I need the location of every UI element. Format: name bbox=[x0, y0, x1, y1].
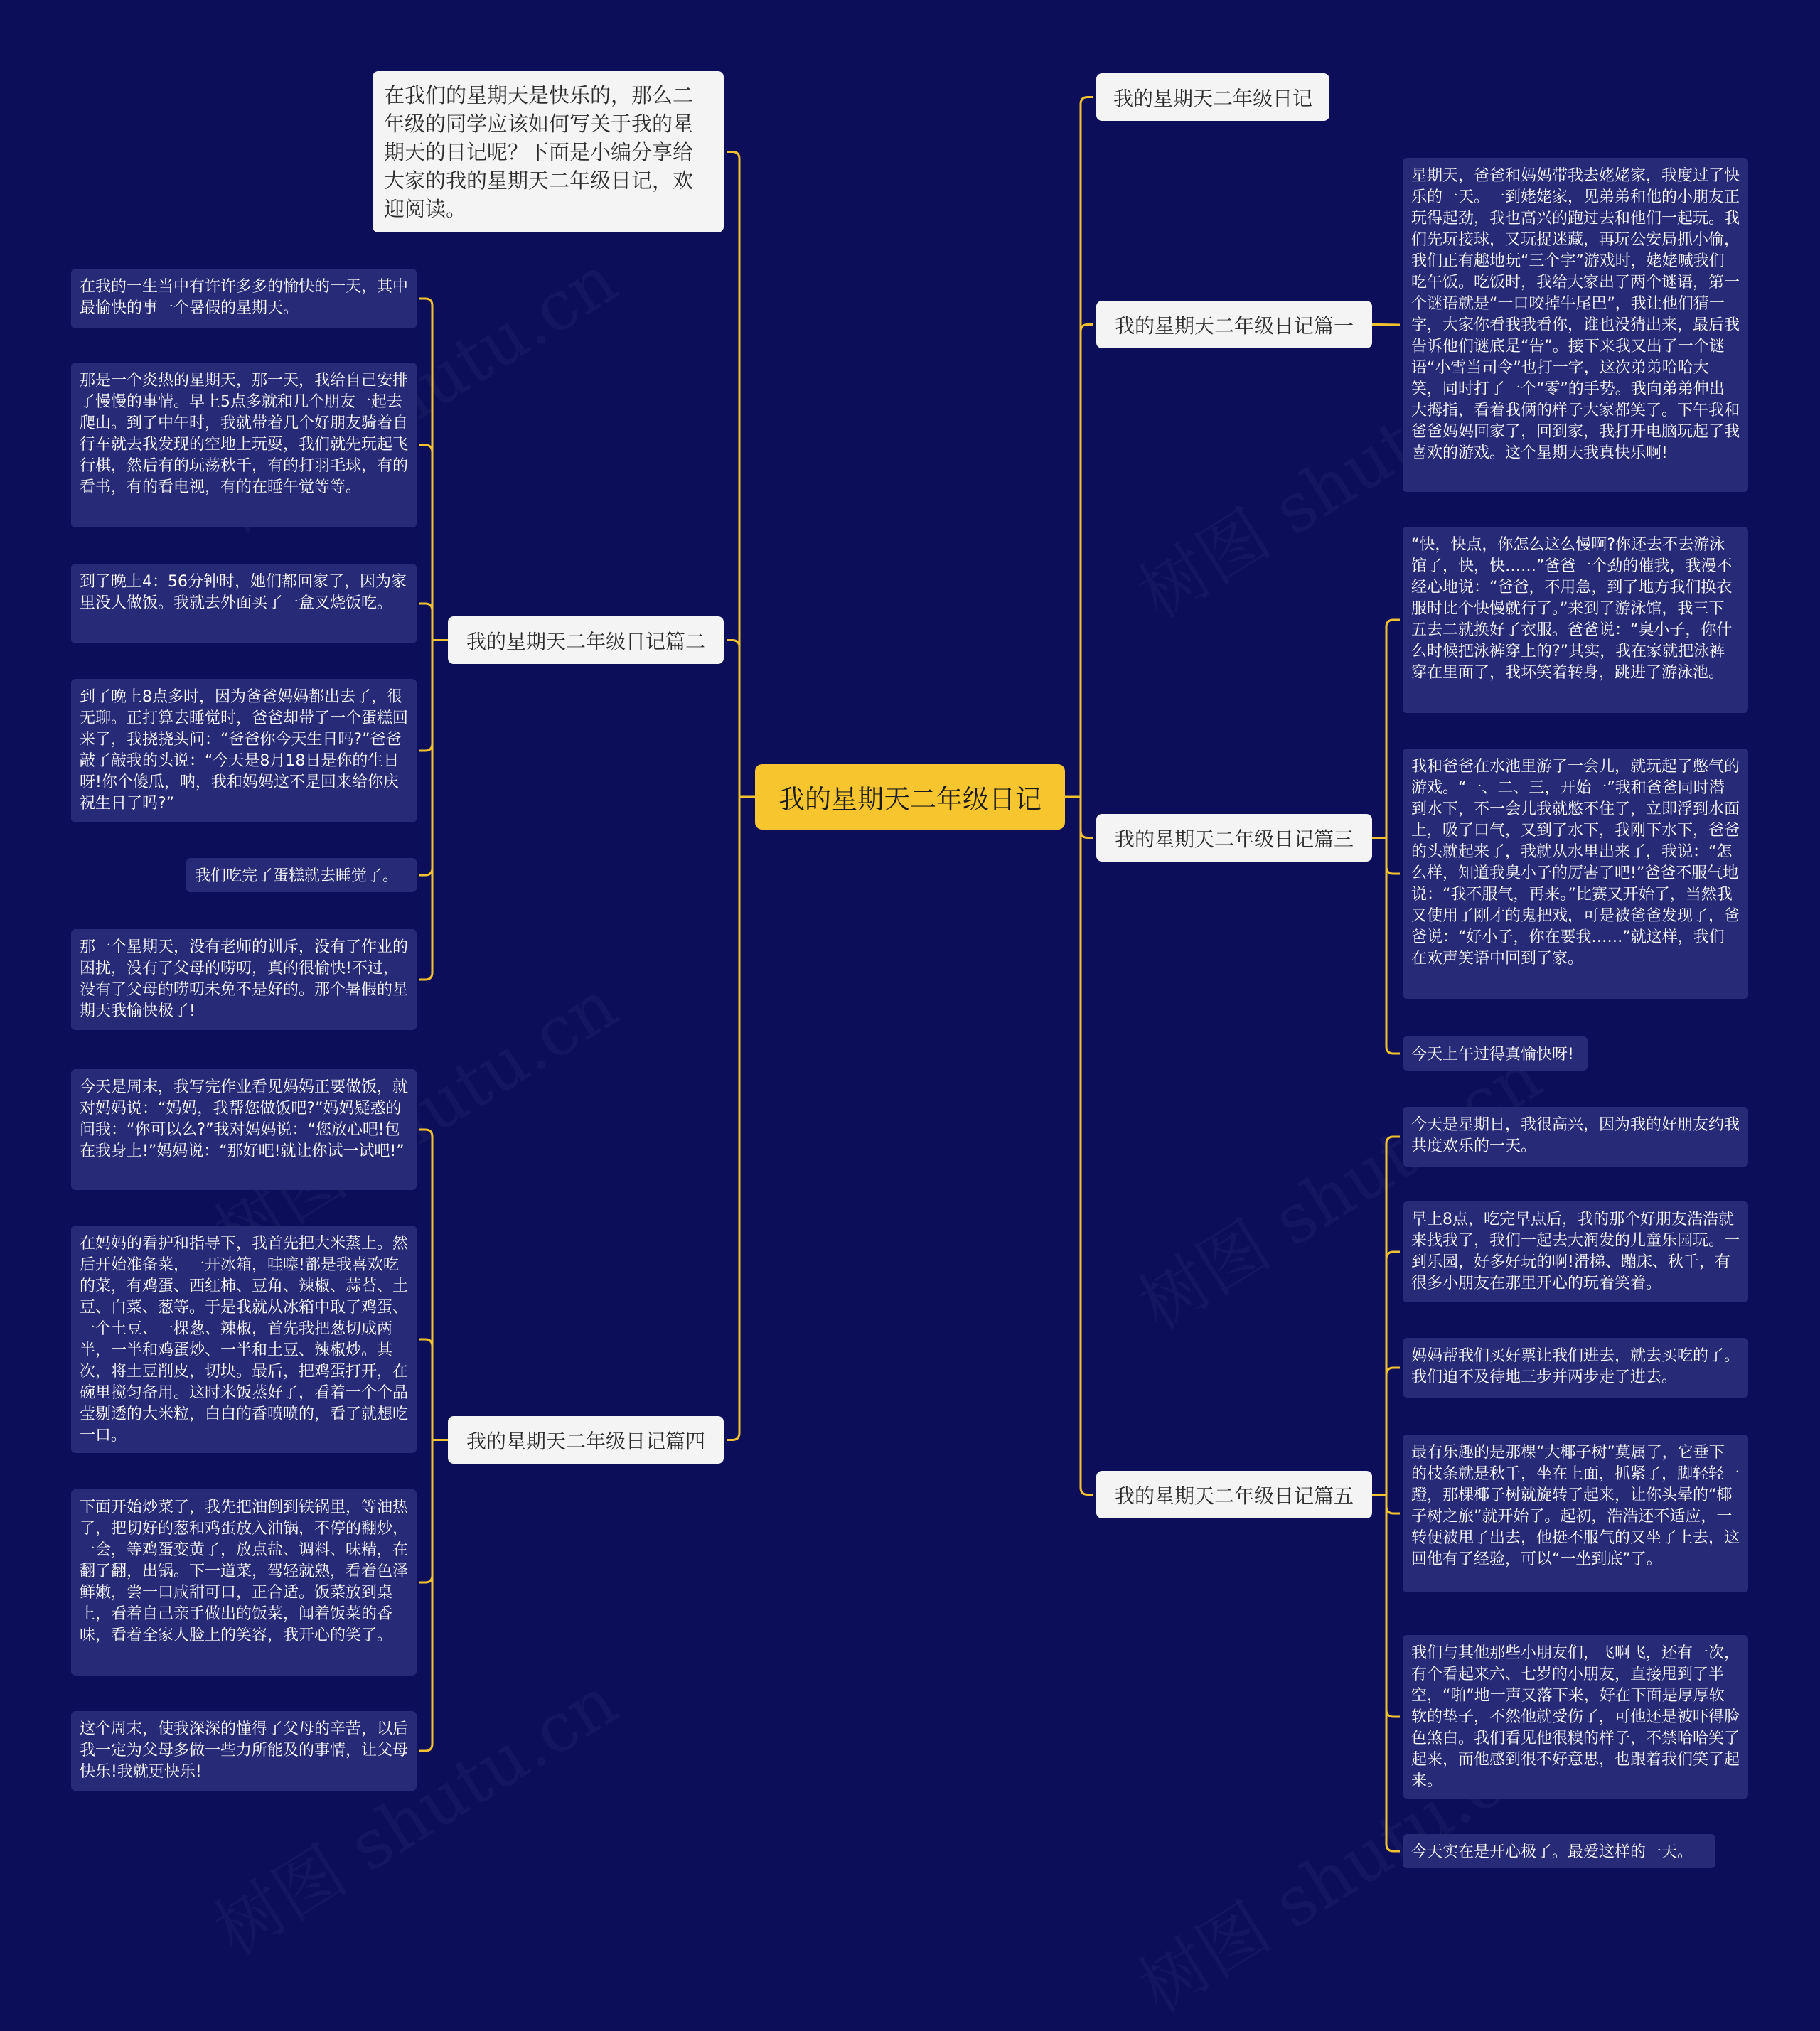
branch-diary-part-5[interactable]: 我的星期天二年级日记篇五 bbox=[1096, 1471, 1372, 1518]
branch-diary-part-3[interactable]: 我的星期天二年级日记篇三 bbox=[1096, 814, 1372, 862]
diary-paragraph: 今天上午过得真愉快呀! bbox=[1403, 1036, 1588, 1071]
diary-paragraph: 我们吃完了蛋糕就去睡觉了。 bbox=[186, 858, 417, 892]
branch-diary-part-2[interactable]: 我的星期天二年级日记篇二 bbox=[448, 616, 724, 664]
branch-diary-title[interactable]: 我的星期天二年级日记 bbox=[1096, 73, 1329, 121]
connector-path bbox=[727, 152, 755, 1440]
diary-paragraph: 我们与其他那些小朋友们，飞啊飞，还有一次，有个看起来六、七岁的小朋友，直接甩到了半空，“啪”地一声又落下来，好在下面是厚厚软软的垫子，不然他就受伤了，可他还是被吓得脸色煞白。我们看见他很糗的样子，不禁哈哈笑了起来，而他感到很不好意思，也跟着我们笑了起来。 bbox=[1403, 1635, 1748, 1799]
diary-paragraph: 在妈妈的看护和指导下，我首先把大米蒸上。然后开始准备菜，一开冰箱，哇噻!都是我喜欢吃的菜，有鸡蛋、西红柿、豆角、辣椒、蒜苔、土豆、白菜、葱等。于是我就从冰箱中取了鸡蛋、一个土豆、一棵葱、辣椒，首先我把葱切成两半，一半和鸡蛋炒、一半和土豆、辣椒炒。其次，将土豆削皮，切块。最后，把鸡蛋打开，在碗里搅匀备用。这时米饭蒸好了，看着一个个晶莹剔透的大米粒，白白的香喷喷的，看了就想吃一口。 bbox=[71, 1226, 417, 1453]
root-topic[interactable]: 我的星期天二年级日记 bbox=[755, 764, 1065, 830]
diary-paragraph: 这个周末，使我深深的懂得了父母的辛苦，以后我一定为父母多做一些力所能及的事情，让父母快乐!我就更快乐! bbox=[71, 1711, 417, 1791]
connector-path bbox=[1372, 1137, 1400, 1851]
diary-paragraph: 那一个星期天，没有老师的训斥，没有了作业的困扰，没有了父母的唠叨，真的很愉快!不过，没有了父母的唠叨未免不是好的。那个暑假的星期天我愉快极了! bbox=[71, 929, 417, 1030]
watermark bbox=[193, 1649, 632, 1973]
diary-paragraph: 最有乐趣的是那棵“大椰子树”莫属了，它垂下的枝条就是秋千，坐在上面，抓紧了，脚轻轻一蹬，那棵椰子树就旋转了起来，让你头晕的“椰子树之旅”就开始了。起初，浩浩还不适应，一转便被甩了出去，他挺不服气的又坐了上去，这回他有了经验，可以“一坐到底”了。 bbox=[1403, 1435, 1748, 1592]
diary-paragraph: 下面开始炒菜了，我先把油倒到铁锅里，等油热了，把切好的葱和鸡蛋放入油锅，不停的翻炒，一会，等鸡蛋变黄了，放点盐、调料、味精，在翻了翻，出锅。下一道菜，驾轻就熟，看着色泽鲜嫩，尝一口咸甜可口，正合适。饭菜放到桌上，看着自己亲手做出的饭菜，闻着饭菜的香味，看着全家人脸上的笑容，我开心的笑了。 bbox=[71, 1489, 417, 1676]
diary-paragraph: 今天是星期日，我很高兴，因为我的好朋友约我共度欢乐的一天。 bbox=[1403, 1107, 1748, 1167]
diary-paragraph: 妈妈帮我们买好票让我们进去，就去买吃的了。我们迫不及待地三步并两步走了进去。 bbox=[1403, 1338, 1748, 1398]
diary-paragraph: 到了晚上4：56分钟时，她们都回家了，因为家里没人做饭。我就去外面买了一盒叉烧饭吃。 bbox=[71, 564, 417, 643]
diary-paragraph: 在我的一生当中有许许多多的愉快的一天，其中最愉快的事一个暑假的星期天。 bbox=[71, 269, 417, 328]
diary-paragraph: 那是一个炎热的星期天，那一天，我给自己安排了慢慢的事情。早上5点多就和几个朋友一起去爬山。到了中午时，我就带着几个好朋友骑着自行车就去我发现的空地上玩耍，我们就先玩起飞行棋，然后有的玩荡秋千，有的打羽毛球，有的看书，有的看电视，有的在睡午觉等等。 bbox=[71, 363, 417, 527]
diary-paragraph: 到了晚上8点多时，因为爸爸妈妈都出去了，很无聊。正打算去睡觉时，爸爸却带了一个蛋糕回来了，我挠挠头问：“爸爸你今天生日吗?”爸爸敲了敲我的头说：“今天是8月18日是你的生日呀!你个傻瓜，呐，我和妈妈这不是回来给你庆祝生日了吗?” bbox=[71, 679, 417, 822]
diary-paragraph: 早上8点，吃完早点后，我的那个好朋友浩浩就来找我了，我们一起去大润发的儿童乐园玩。一到乐园，好多好玩的啊!滑梯、蹦床、秋千，有很多小朋友在那里开心的玩着笑着。 bbox=[1403, 1201, 1748, 1302]
diary-paragraph: 今天是周末，我写完作业看见妈妈正要做饭，就对妈妈说：“妈妈，我帮您做饭吧?”妈妈疑惑的问我：“你可以么?”我对妈妈说：“您放心吧!包在我身上!”妈妈说：“那好吧!就让你试一试吧!” bbox=[71, 1069, 417, 1190]
branch-diary-part-1[interactable]: 我的星期天二年级日记篇一 bbox=[1096, 301, 1372, 348]
connector-path bbox=[1065, 97, 1093, 1495]
connector-path bbox=[1372, 325, 1400, 326]
connector-path bbox=[1372, 620, 1400, 1054]
connector-path bbox=[419, 1130, 448, 1751]
intro-note[interactable]: 在我们的星期天是快乐的，那么二年级的同学应该如何写关于我的星期天的日记呢？下面是小编分享给大家的我的星期天二年级日记，欢迎阅读。 bbox=[373, 71, 724, 232]
branch-diary-part-4[interactable]: 我的星期天二年级日记篇四 bbox=[448, 1416, 724, 1464]
diary-paragraph: 星期天，爸爸和妈妈带我去姥姥家，我度过了快乐的一天。一到姥姥家，见弟弟和他的小朋友正玩得起劲，我也高兴的跑过去和他们一起玩。我们先玩接球，又玩捉迷藏，再玩公安局抓小偷，我们正有趣地玩“三个字”游戏时，姥姥喊我们吃午饭。吃饭时，我给大家出了两个谜语，第一个谜语就是“一口咬掉牛尾巴”，我让他们猜一字，大家你看我我看你，谁也没猜出来，最后我告诉他们谜底是“告”。接下来我又出了一个谜语“小雪当司令”也打一字，这次弟弟哈哈大笑，同时打了一个“零”的手势。我向弟弟伸出大拇指，看着我俩的样子大家都笑了。下午我和爸爸妈妈回家了，回到家，我打开电脑玩起了我喜欢的游戏。这个星期天我真快乐啊! bbox=[1403, 158, 1748, 492]
diary-paragraph: “快，快点，你怎么这么慢啊?你还去不去游泳馆了，快，快……”爸爸一个劲的催我，我漫不经心地说：“爸爸，不用急，到了地方我们换衣服时比个快慢就行了。”来到了游泳馆，我三下五去二就换好了衣服。爸爸说：“臭小子，你什么时候把泳裤穿上的?”其实，我在家就把泳裤穿在里面了，我坏笑着转身，跳进了游泳池。 bbox=[1403, 527, 1748, 713]
diary-paragraph: 今天实在是开心极了。最爱这样的一天。 bbox=[1403, 1834, 1715, 1868]
connector-path bbox=[419, 299, 448, 980]
diary-paragraph: 我和爸爸在水池里游了一会儿，就玩起了憋气的游戏。“一、二、三，开始一”我和爸爸同时潜到水下，不一会儿我就憋不住了，立即浮到水面上，吸了口气，又到了水下，我刚下水下，爸爸的头就起来了，我就从水里出来了，我说：“怎么样，知道我臭小子的厉害了吧!”爸爸不服气地说：“我不服气，再来。”比赛又开始了，当然我又使用了刚才的鬼把戏，可是被爸爸发现了，爸爸说：“好小子，你在要我……”就这样，我们在欢声笑语中回到了家。 bbox=[1403, 749, 1748, 999]
